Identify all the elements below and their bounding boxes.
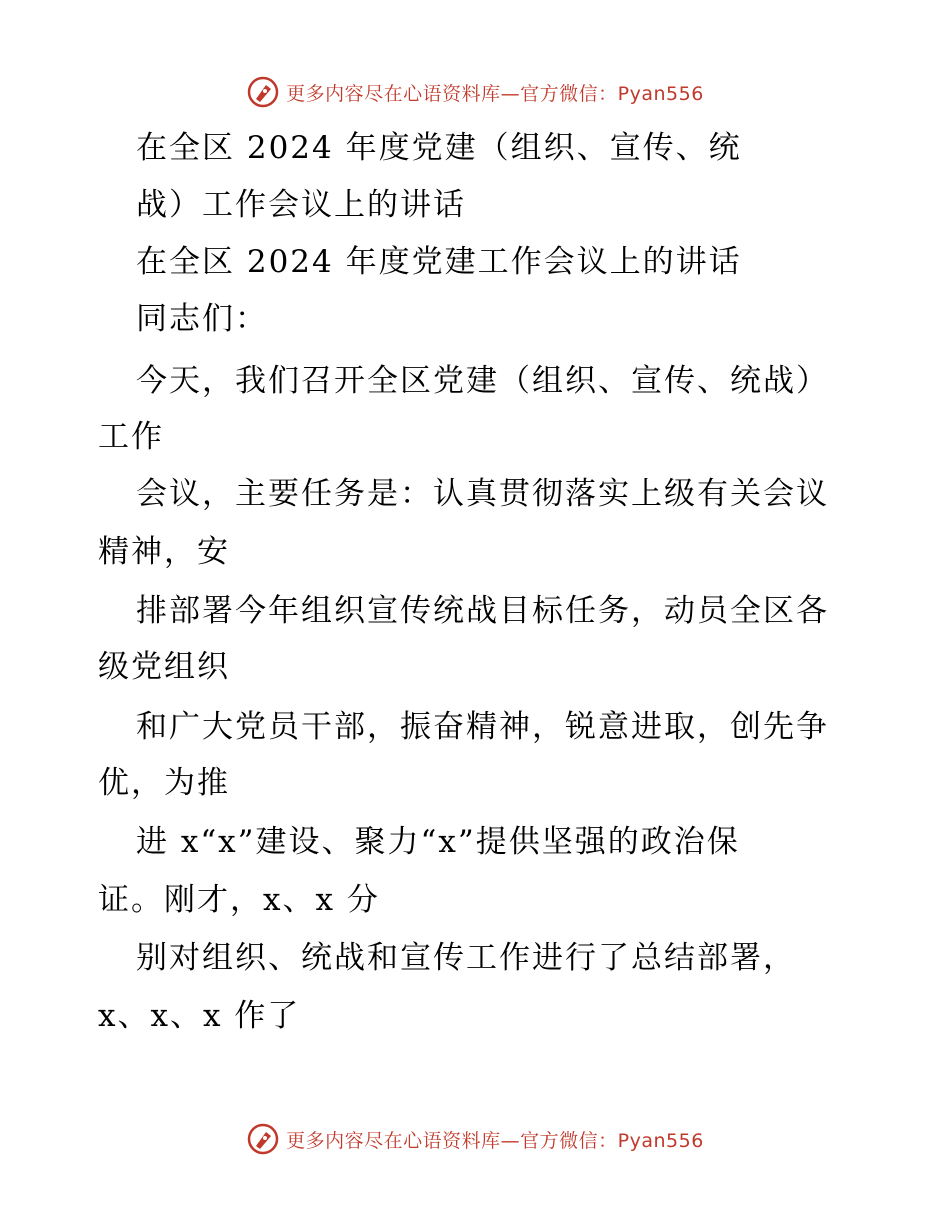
pen-nib-logo-icon — [246, 1122, 280, 1156]
subtitle-line: 在全区 2024 年度党建工作会议上的讲话 — [136, 244, 742, 280]
paragraph-line: 今天，我们召开全区党建（组织、宣传、统战） — [136, 363, 829, 399]
footer-watermark — [0, 1117, 950, 1161]
paragraph-line: 工作 — [98, 419, 164, 455]
paragraph-line: 进 x“x”建设、聚力“x”提供坚强的政治保 — [136, 824, 740, 860]
paragraph-line: 优，为推 — [98, 765, 230, 801]
title-line-1: 在全区 2024 年度党建（组织、宣传、统 — [136, 130, 742, 166]
salutation: 同志们： — [136, 301, 268, 337]
watermark-text: 更多内容尽在心语资料库—官方微信：Pyan556 — [286, 82, 704, 105]
paragraph-line: x、x、x 作了 — [98, 998, 301, 1034]
paragraph-line: 会议，主要任务是：认真贯彻落实上级有关会议 — [136, 476, 829, 512]
title-line-2: 战）工作会议上的讲话 — [136, 187, 466, 223]
pen-nib-logo-icon — [246, 75, 280, 109]
paragraph-line: 精神，安 — [98, 534, 230, 570]
paragraph-line: 和广大党员干部，振奋精神，锐意进取，创先争 — [136, 709, 829, 745]
paragraph-line: 证。刚才，x、x 分 — [98, 882, 380, 918]
paragraph-line: 排部署今年组织宣传统战目标任务，动员全区各 — [136, 593, 829, 629]
paragraph-line: 别对组织、统战和宣传工作进行了总结部署， — [136, 940, 796, 976]
watermark-text: 更多内容尽在心语资料库—官方微信：Pyan556 — [286, 1129, 704, 1152]
header-watermark — [0, 70, 950, 114]
paragraph-line: 级党组织 — [98, 649, 230, 685]
